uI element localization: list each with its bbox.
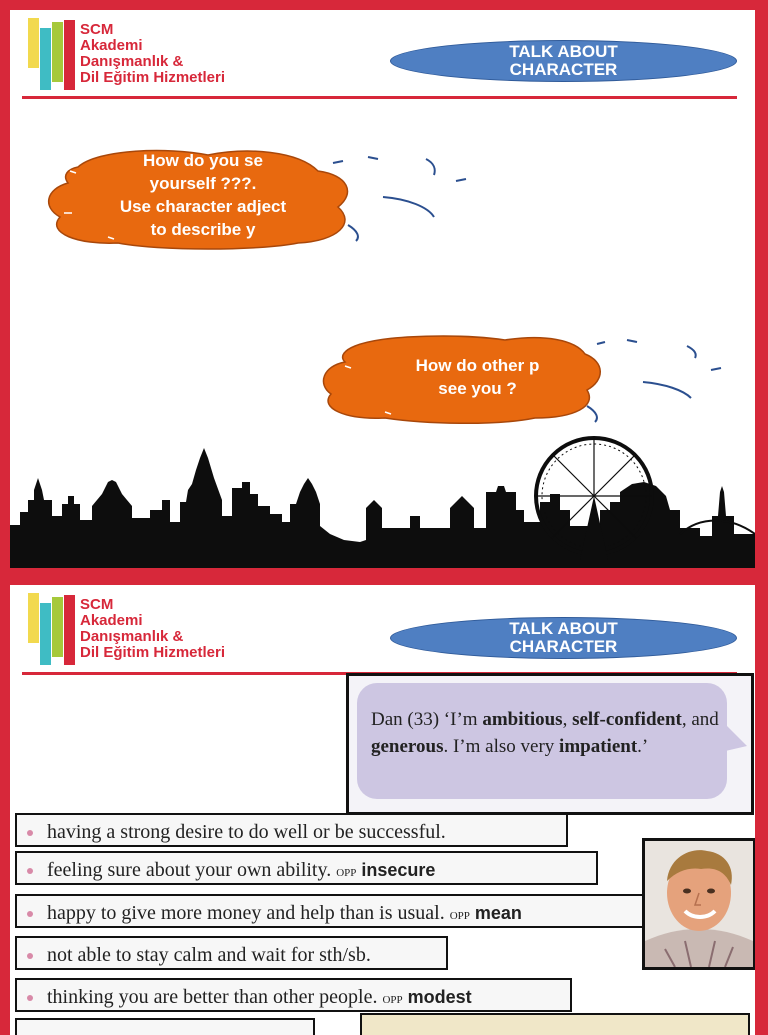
quote-end: .’ [637,736,649,757]
definition-text: happy to give more money and help than is usual. [47,902,445,924]
scm-logo [28,593,288,673]
thought-cloud-1 [38,145,468,255]
quote-word-generous: generous [371,736,444,757]
quote-text [371,706,726,760]
slide-2 [10,585,755,1035]
definition-card [15,813,568,847]
definition-card [15,978,572,1012]
quote-sep: , [562,709,573,730]
definition-card-partial [15,1018,315,1035]
quote-word-ambitious: ambitious [482,709,563,730]
logo-line-1: SCM [80,596,114,613]
quote-word-impatient: impatient [559,736,638,757]
logo-line-4: Dil Eğitim Hizmetleri [80,69,226,86]
logo-text [80,597,225,661]
logo-line-3: Danışmanlık & [80,53,184,70]
topic-badge [390,40,737,82]
cloud2-line-1: How do other p [415,356,540,375]
definition-card [15,936,448,970]
london-skyline-image [10,430,755,568]
bullet-icon [27,868,33,874]
bullet-icon [27,995,33,1001]
opposite-word: insecure [361,860,436,880]
logo-bars [28,593,76,665]
cloud1-line-1: How do you se [143,151,263,170]
quote-intro: Dan (33) ‘I’m [371,709,483,730]
definition-text: having a strong desire to do well or be successful. [47,821,446,843]
logo-line-2: Akademi [80,612,143,629]
logo-line-1: SCM [80,21,114,38]
definition-card [15,851,598,885]
header-rule [22,96,737,99]
topic-badge [390,617,737,659]
thought-cloud-2 [315,332,725,427]
bullet-icon [27,830,33,836]
badge-line-1: TALK ABOUT [509,42,618,61]
cloud1-line-4: to describe y [150,220,256,239]
bullet-icon [27,911,33,917]
slide-1 [10,10,755,568]
opposite-label: opp [449,906,470,923]
logo-line-3: Danışmanlık & [80,628,184,645]
bullet-icon [27,953,33,959]
definition-text: feeling sure about your own ability. [47,859,332,881]
image-card-partial [360,1013,750,1035]
cloud1-line-3: Use character adject [119,197,287,216]
logo-bars [28,18,76,90]
quote-word-self-confident: self-confident [572,709,682,730]
cloud1-line-2: yourself ???. [149,174,257,193]
logo-line-4: Dil Eğitim Hizmetleri [80,644,226,661]
definition-text: thinking you are better than other people. [47,986,378,1008]
opposite-label: opp [336,863,357,880]
quote-sep: , and [681,709,719,730]
quote-sep: . I’m also very [443,736,560,757]
cloud2-line-2: see you ? [438,379,517,398]
opposite-word: modest [407,987,472,1007]
opposite-word: mean [474,903,522,923]
logo-line-2: Akademi [80,37,143,54]
quote-card [346,673,754,815]
logo-text [80,22,225,86]
dan-portrait-photo [642,838,755,970]
badge-line-2: CHARACTER [509,60,618,79]
badge-line-1: TALK ABOUT [509,619,618,638]
definition-text: not able to stay calm and wait for sth/sb. [47,944,371,966]
definition-card [15,894,662,928]
opposite-label: opp [382,990,403,1007]
badge-line-2: CHARACTER [509,637,618,656]
scm-logo [28,18,288,98]
